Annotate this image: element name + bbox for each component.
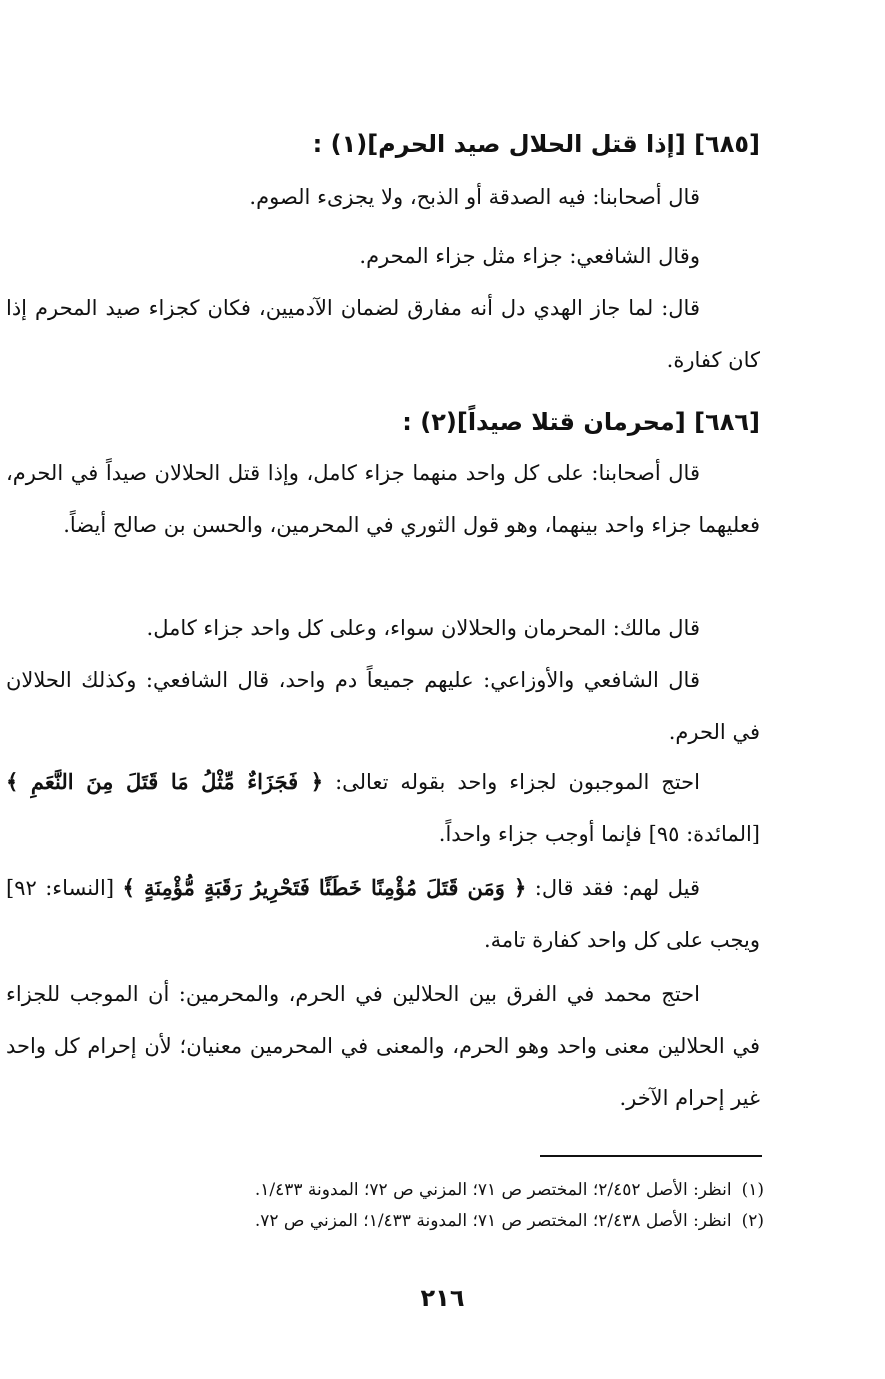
paragraph: قال الشافعي والأوزاعي: عليهم جميعاً دم واحد، قال الشافعي: وكذلك الحلالان في الحرم. (6, 668, 760, 744)
paragraph: احتج محمد في الفرق بين الحلالين في الحرم، والمحرمين: أن الموجب للجزاء في الحلالين معنى واحد وهو الحرم، والمعنى في المحرمين معنيان؛ لأن إحرام كل واحد غير إحرام الآخر. (6, 982, 760, 1110)
section-heading-686: [٦٨٦] [محرمان قتلا صيداً](٢) : (402, 408, 760, 436)
footnote-divider (540, 1155, 762, 1157)
paragraph: قال: لما جاز الهدي دل أنه مفارق لضمان الآدميين، فكان كجزاء صيد المحرم إذا كان كفارة. (6, 296, 760, 372)
quran-verse: ﴿ فَجَزَاءٌ مِّثْلُ مَا قَتَلَ مِنَ النَّعَمِ ﴾ (6, 769, 324, 794)
footnote (60, 1206, 764, 1237)
footnote-number: (٢) (741, 1211, 764, 1231)
section-heading-685: [٦٨٥] [إذا قتل الحلال صيد الحرم](١) : (312, 130, 760, 158)
paragraph: قال مالك: المحرمان والحلالان سواء، وعلى كل واحد جزاء كامل. (146, 616, 700, 640)
quran-verse: ﴿ وَمَن قَتَلَ مُؤْمِنًا خَطَئًا فَتَحْرِيرُ رَقَبَةٍ مُّؤْمِنَةٍ ﴾ (122, 875, 527, 900)
paragraph-lead: قيل لهم: فقد قال: (534, 876, 700, 900)
paragraph-lead: احتج الموجبون لجزاء واحد بقوله تعالى: (335, 770, 700, 794)
footnotes (60, 1175, 764, 1237)
quran-paragraph (6, 756, 760, 860)
paragraph: قال أصحابنا: فيه الصدقة أو الذبح، ولا يجزىء الصوم. (249, 185, 700, 209)
footnote-text: انظر: الأصل ٢/٤٥٢؛ المختصر ص ٧١؛ المزني ص ٧٢؛ المدونة ١/٤٣٣. (254, 1180, 732, 1200)
page-number: ٢١٦ (420, 1284, 465, 1312)
footnote (60, 1175, 764, 1206)
paragraph: قال أصحابنا: على كل واحد منهما جزاء كامل، وإذا قتل الحلالان صيداً في الحرم، فعليهما جزاء واحد بينهما، وهو قول الثوري في المحرمين، والحسن بن صالح أيضاً. (6, 461, 760, 537)
verse-reference: [المائدة: ٩٥] فإنما أوجب جزاء واحداً. (438, 822, 760, 846)
paragraph: وقال الشافعي: جزاء مثل جزاء المحرم. (359, 244, 700, 268)
footnote-number: (١) (741, 1180, 764, 1200)
verse-reference: [النساء: ٩٢] ويجب على كل واحد كفارة تامة. (6, 876, 760, 952)
footnote-text: انظر: الأصل ٢/٤٣٨؛ المختصر ص ٧١؛ المدونة ١/٤٣٣؛ المزني ص ٧٢. (254, 1211, 732, 1231)
quran-paragraph (6, 862, 760, 966)
